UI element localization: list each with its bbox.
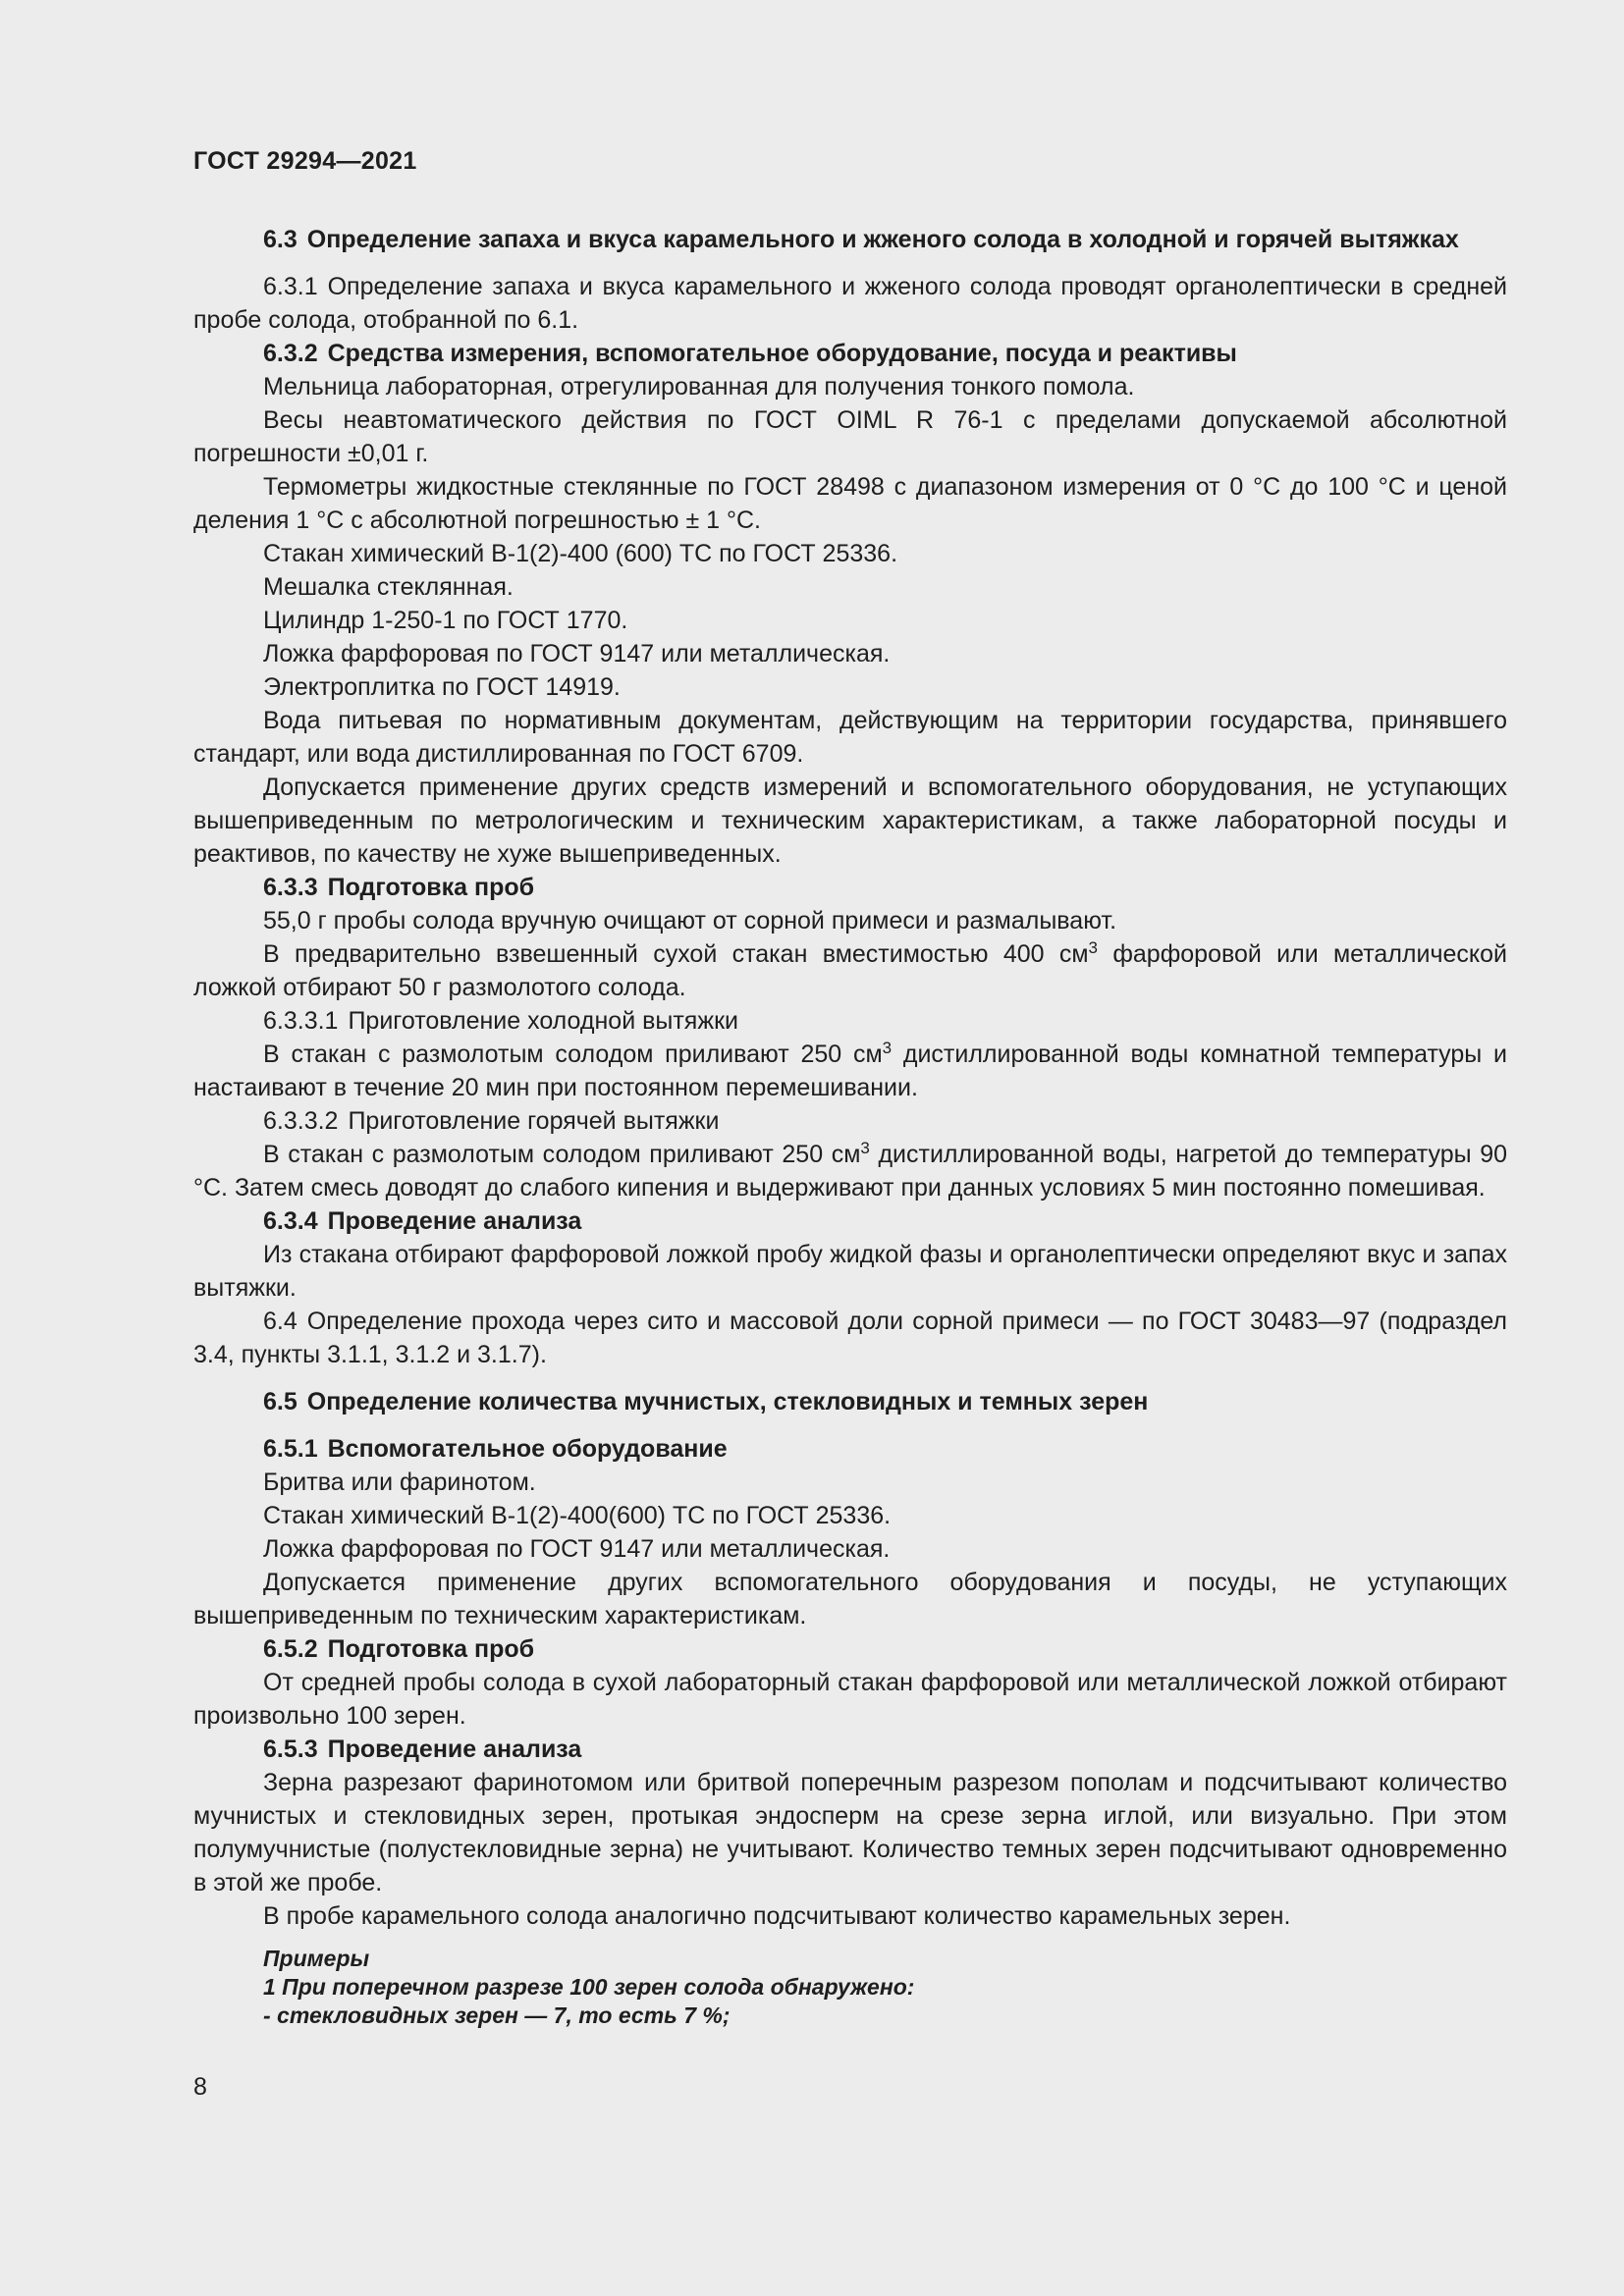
equipment-item: Цилиндр 1-250-1 по ГОСТ 1770.: [263, 607, 628, 634]
paragraph: Из стакана отбирают фарфоровой ложкой пробу жидкой фазы и органолептически определяют вкус и запах вытяжки.: [193, 1241, 1507, 1302]
equipment-item: Стакан химический В-1(2)-400(600) ТС по ГОСТ 25336.: [263, 1502, 892, 1529]
paragraph: В пробе карамельного солода аналогично подсчитывают количество карамельных зерен.: [263, 1902, 1291, 1930]
equipment-item: Вода питьевая по нормативным документам, действующим на территории государства, принявшего стандарт, или вода дистиллированная по ГОСТ 6709.: [193, 707, 1507, 768]
document-body: [193, 223, 1507, 2030]
section-6-5-2-heading: 6.5.2 Подготовка проб: [263, 1635, 535, 1663]
equipment-item: Мешалка стеклянная.: [263, 573, 514, 601]
equipment-item: Мельница лабораторная, отрегулированная для получения тонкого помола.: [263, 373, 1135, 400]
section-6-3-2-heading: 6.3.2 Средства измерения, вспомогательное оборудование, посуда и реактивы: [263, 340, 1237, 367]
section-6-3-3-heading: 6.3.3 Подготовка проб: [263, 874, 535, 901]
paragraph: Зерна разрезают фаринотомом или бритвой поперечным разрезом пополам и подсчитывают количество мучнистых и стекловидных зерен, протыкая эндосперм на срезе зерна иглой, или визуально. При этом полумучнистые (полустекловидные зерна) не учитывают. Количество темных зерен подсчитывают одновременно в этой же пробе.: [193, 1769, 1507, 1896]
paragraph-6-3-1: 6.3.1 Определение запаха и вкуса карамельного и жженого солода проводят органолептически в средней пробе солода, отобранной по 6.1.: [193, 273, 1507, 334]
equipment-item: Весы неавтоматического действия по ГОСТ OIML R 76-1 с пределами допускаемой абсолютной погрешности ±0,01 г.: [193, 406, 1507, 467]
page-number: 8: [193, 2073, 207, 2101]
paragraph: От средней пробы солода в сухой лабораторный стакан фарфоровой или металлической ложкой отбирают произвольно 100 зерен.: [193, 1669, 1507, 1730]
paragraph-6-4: 6.4 Определение прохода через сито и массовой доли сорной примеси — по ГОСТ 30483—97 (подраздел 3.4, пункты 3.1.1, 3.1.2 и 3.1.7).: [193, 1308, 1507, 1368]
section-6-3-4-heading: 6.3.4 Проведение анализа: [263, 1207, 582, 1235]
paragraph: В стакан с размолотым солодом приливают 250 $см^3$ дистиллированной воды, нагретой до температуры 90 °С. Затем смесь доводят до слабого кипения и выдерживают при данных условиях 5 мин постоянно помешивая.: [193, 1139, 1508, 1201]
paragraph: В предварительно взвешенный сухой стакан вместимостью 400 $см^3$ фарфоровой или металлической ложкой отбирают 50 г размолотого солода.: [193, 938, 1507, 1001]
equipment-item: Электроплитка по ГОСТ 14919.: [263, 673, 621, 701]
equipment-item: Допускается применение других вспомогательного оборудования и посуды, не уступающих вышеприведенным по техническим характеристикам.: [193, 1569, 1507, 1629]
equipment-item: Термометры жидкостные стеклянные по ГОСТ 28498 с диапазоном измерения от 0 °С до 100 °С и ценой деления 1 °С с абсолютной погрешностью ± 1 °С.: [193, 473, 1507, 534]
section-6-5-3-heading: 6.5.3 Проведение анализа: [263, 1735, 582, 1763]
section-6-5-heading: 6.5 Определение количества мучнистых, стекловидных и темных зерен: [263, 1388, 1149, 1415]
paragraph-6-3-3-2: 6.3.3.2 Приготовление горячей вытяжки: [263, 1107, 720, 1135]
document-page: [193, 0, 1507, 2296]
examples-heading: Примеры: [263, 1946, 370, 1971]
example-line: 1 При поперечном разрезе 100 зерен солода обнаружено:: [263, 1974, 915, 2000]
equipment-item: Стакан химический В-1(2)-400 (600) ТС по ГОСТ 25336.: [263, 540, 898, 567]
equipment-item: Бритва или фаринотом.: [263, 1468, 536, 1496]
paragraph-6-3-3-1: 6.3.3.1 Приготовление холодной вытяжки: [263, 1007, 738, 1035]
equipment-item: Ложка фарфоровая по ГОСТ 9147 или металлическая.: [263, 640, 891, 667]
paragraph: В стакан с размолотым солодом приливают 250 $см^3$ дистиллированной воды комнатной температуры и настаивают в течение 20 мин при постоянном перемешивании.: [193, 1039, 1508, 1101]
paragraph: 55,0 г пробы солода вручную очищают от сорной примеси и размалывают.: [263, 907, 1117, 934]
section-6-3-heading: 6.3 Определение запаха и вкуса карамельного и жженого солода в холодной и горячей вытяжках: [263, 226, 1459, 253]
section-6-5-1-heading: 6.5.1 Вспомогательное оборудование: [263, 1435, 728, 1463]
document-header: ГОСТ 29294—2021: [193, 147, 417, 175]
equipment-item: Ложка фарфоровая по ГОСТ 9147 или металлическая.: [263, 1535, 891, 1563]
equipment-item: Допускается применение других средств измерений и вспомогательного оборудования, не уступающих вышеприведенным по метрологическим и техническим характеристикам, а также лабораторной посуды и реактивов, по качеству не хуже вышеприведенных.: [193, 774, 1507, 868]
example-line: - стекловидных зерен — 7, то есть 7 %;: [263, 2002, 731, 2028]
